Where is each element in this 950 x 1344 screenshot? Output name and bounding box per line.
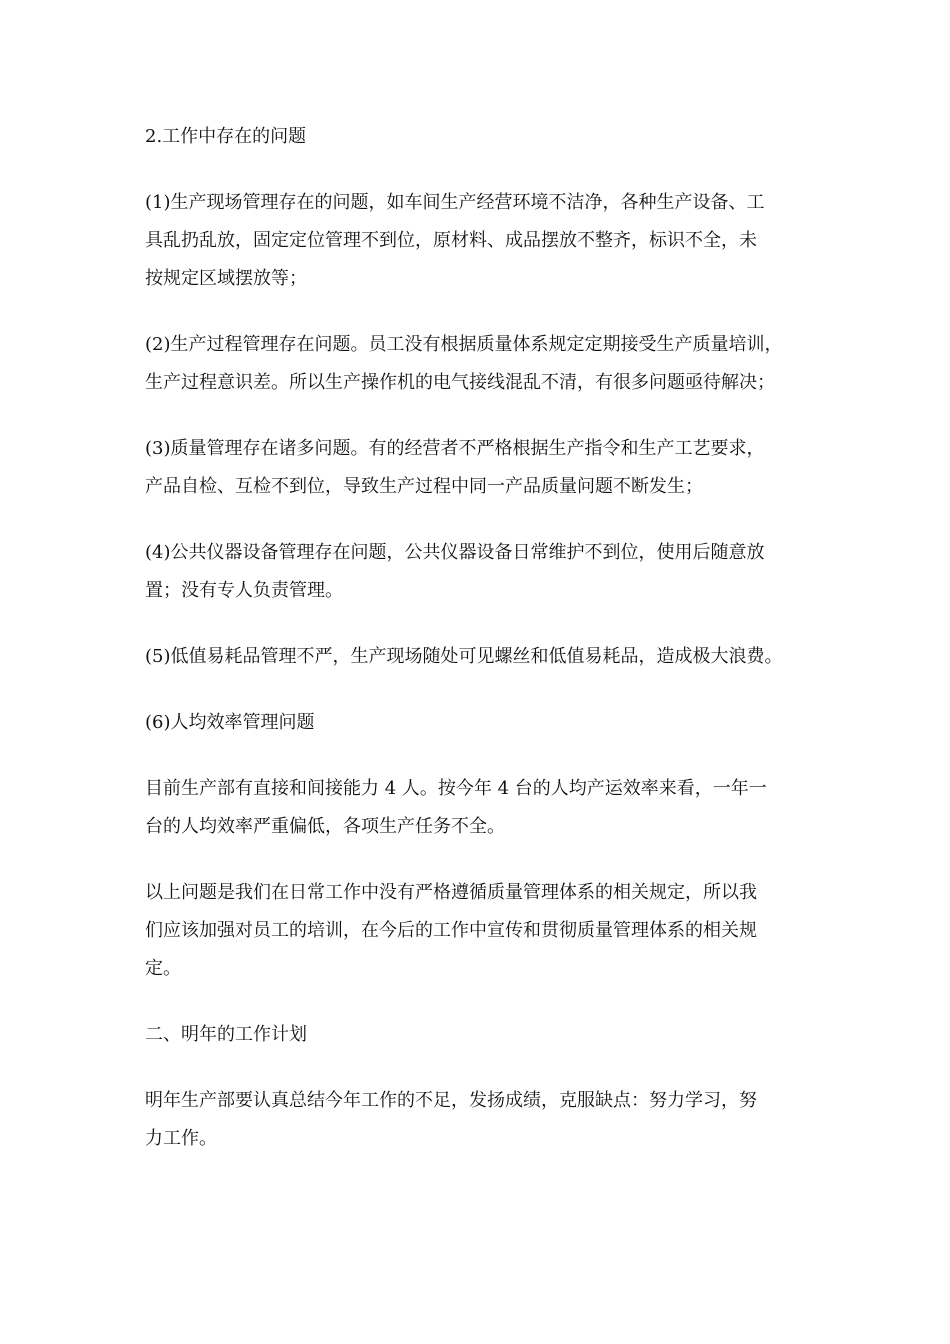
text-line: (3)质量管理存在诸多问题。有的经营者不严格根据生产指令和生产工艺要求， [145, 438, 765, 459]
text-line: 以上问题是我们在日常工作中没有严格遵循质量管理体系的相关规定，所以我 [145, 882, 757, 903]
section-heading [145, 118, 825, 156]
paragraph-plan [145, 1082, 825, 1158]
text-line: 产品自检、互检不到位，导致生产过程中同一产品质量问题不断发生； [145, 476, 703, 497]
section-heading-plan [145, 1016, 825, 1054]
text-line: (5)低值易耗品管理不严，生产现场随处可见螺丝和低值易耗品，造成极大浪费。 [145, 646, 783, 667]
text-line: 具乱扔乱放，固定定位管理不到位，原材料、成品摆放不整齐，标识不全，未 [145, 230, 757, 251]
paragraph-issue-5 [145, 638, 825, 676]
paragraph-efficiency [145, 770, 825, 846]
text-line: (4)公共仪器设备管理存在问题，公共仪器设备日常维护不到位，使用后随意放 [145, 542, 765, 563]
text-line: (2)生产过程管理存在问题。员工没有根据质量体系规定定期接受生产质量培训， [145, 334, 783, 355]
text-line: 明年生产部要认真总结今年工作的不足，发扬成绩，克服缺点：努力学习，努 [145, 1090, 757, 1111]
text-line: 定。 [145, 958, 181, 979]
text-line: 台的人均效率严重偏低，各项生产任务不全。 [145, 816, 505, 837]
text-line: 二、明年的工作计划 [145, 1024, 307, 1045]
text-line: 目前生产部有直接和间接能力 4 人。按今年 4 台的人均产运效率来看，一年一 [145, 778, 767, 799]
text-line: 置；没有专人负责管理。 [145, 580, 343, 601]
paragraph-issue-1 [145, 184, 825, 298]
text-line: (6)人均效率管理问题 [145, 712, 315, 733]
paragraph-issue-2 [145, 326, 825, 402]
text-line: 2.工作中存在的问题 [145, 126, 307, 147]
text-line: 生产过程意识差。所以生产操作机的电气接线混乱不清，有很多问题亟待解决； [145, 372, 775, 393]
paragraph-summary [145, 874, 825, 988]
text-line: 按规定区域摆放等； [145, 268, 307, 289]
paragraph-issue-6 [145, 704, 825, 742]
text-line: (1)生产现场管理存在的问题，如车间生产经营环境不洁净，各种生产设备、工 [145, 192, 765, 213]
document-body [145, 118, 825, 1186]
text-line: 力工作。 [145, 1128, 217, 1149]
paragraph-issue-3 [145, 430, 825, 506]
paragraph-issue-4 [145, 534, 825, 610]
text-line: 们应该加强对员工的培训，在今后的工作中宣传和贯彻质量管理体系的相关规 [145, 920, 757, 941]
